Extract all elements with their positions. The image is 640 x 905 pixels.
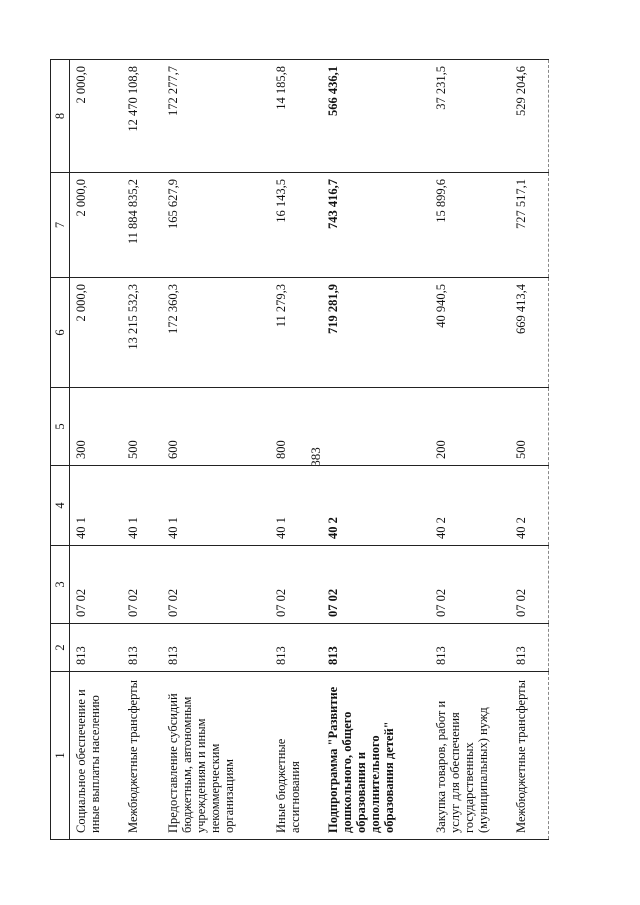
cell-program: 40 2	[322, 466, 430, 546]
table-row	[430, 60, 510, 840]
row-name: Предоставление субсидий бюджетным, автономным учреждениям и иным некоммерческим организациям	[162, 672, 270, 840]
cell-code: 813	[70, 624, 123, 672]
col-header-5: 5	[51, 388, 70, 466]
col-header-8: 8	[51, 60, 70, 173]
row-name: Межбюджетные трансферты	[122, 672, 162, 840]
table-header-row	[51, 60, 70, 840]
cell-section: 07 02	[70, 546, 123, 624]
cell-amount-6: 2 000,0	[70, 278, 123, 388]
cell-amount-8: 529 204,6	[510, 60, 549, 173]
row-name: Социальное обеспечение и иные выплаты населению	[70, 672, 123, 840]
table-row	[322, 60, 430, 840]
col-header-7: 7	[51, 173, 70, 278]
row-name: Закупка товаров, работ и услуг для обеспечения государственных (муниципальных) нужд	[430, 672, 510, 840]
col-header-6: 6	[51, 278, 70, 388]
cell-program: 40 1	[70, 466, 123, 546]
cell-amount-7: 2 000,0	[70, 173, 123, 278]
cell-amount-8: 566 436,1	[322, 60, 430, 173]
cell-section: 07 02	[510, 546, 549, 624]
cell-code: 813	[270, 624, 322, 672]
cell-expense-type: 800	[270, 388, 322, 466]
col-header-2: 2	[51, 624, 70, 672]
table-row	[70, 60, 123, 840]
cell-code: 813	[122, 624, 162, 672]
cell-amount-6: 40 940,5	[430, 278, 510, 388]
cell-amount-6: 172 360,3	[162, 278, 270, 388]
col-header-1: 1	[51, 672, 70, 840]
cell-amount-8: 14 185,8	[270, 60, 322, 173]
cell-expense-type: 200	[430, 388, 510, 466]
cell-amount-7: 165 627,9	[162, 173, 270, 278]
cell-section: 07 02	[322, 546, 430, 624]
cell-expense-type: 300	[70, 388, 123, 466]
table-row	[162, 60, 270, 840]
table-row	[510, 60, 549, 840]
cell-code: 813	[322, 624, 430, 672]
table-row	[122, 60, 162, 840]
cell-amount-6: 669 413,4	[510, 278, 549, 388]
cell-amount-8: 12 470 108,8	[122, 60, 162, 173]
cell-amount-8: 37 231,5	[430, 60, 510, 173]
cell-section: 07 02	[122, 546, 162, 624]
table-row	[270, 60, 322, 840]
cell-amount-7: 16 143,5	[270, 173, 322, 278]
cell-section: 07 02	[162, 546, 270, 624]
cell-amount-8: 172 277,7	[162, 60, 270, 173]
page-number: 383	[308, 447, 323, 467]
cell-expense-type	[322, 388, 430, 466]
cell-expense-type: 600	[162, 388, 270, 466]
cell-code: 813	[430, 624, 510, 672]
cell-program: 40 1	[270, 466, 322, 546]
row-name: Иные бюджетные ассигнования	[270, 672, 322, 840]
cell-code: 813	[162, 624, 270, 672]
cell-amount-6: 719 281,9	[322, 278, 430, 388]
cell-amount-8: 2 000,0	[70, 60, 123, 173]
cell-amount-7: 15 899,6	[430, 173, 510, 278]
budget-table-rotated	[50, 60, 590, 840]
col-header-4: 4	[51, 466, 70, 546]
cell-section: 07 02	[270, 546, 322, 624]
cell-section: 07 02	[430, 546, 510, 624]
row-name: Межбюджетные трансферты	[510, 672, 549, 840]
cell-program: 40 1	[162, 466, 270, 546]
cell-program: 40 1	[122, 466, 162, 546]
cell-program: 40 2	[510, 466, 549, 546]
cell-amount-7: 727 517,1	[510, 173, 549, 278]
budget-table	[50, 59, 549, 840]
cell-amount-6: 13 215 532,3	[122, 278, 162, 388]
cell-expense-type: 500	[510, 388, 549, 466]
cell-expense-type: 500	[122, 388, 162, 466]
cell-code: 813	[510, 624, 549, 672]
cell-amount-7: 743 416,7	[322, 173, 430, 278]
cell-amount-6: 11 279,3	[270, 278, 322, 388]
col-header-3: 3	[51, 546, 70, 624]
row-name: Подпрограмма "Развитие дошкольного, общего образования и дополнительного образования детей"	[322, 672, 430, 840]
cell-program: 40 2	[430, 466, 510, 546]
cell-amount-7: 11 884 835,2	[122, 173, 162, 278]
